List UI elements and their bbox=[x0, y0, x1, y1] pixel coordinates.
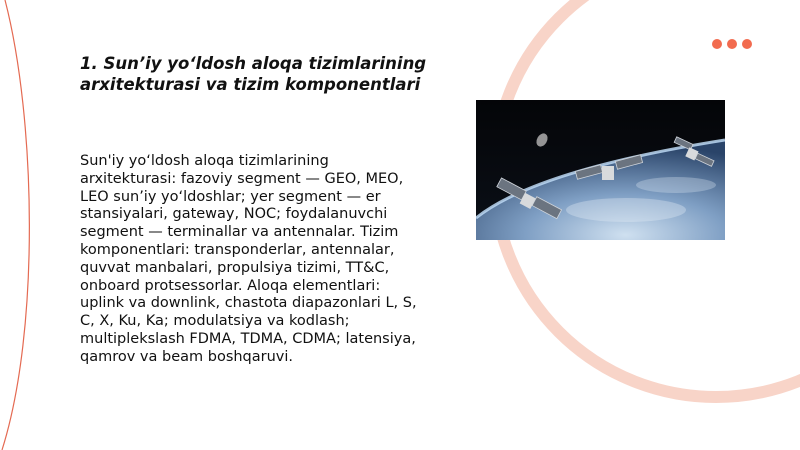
left-border-curve bbox=[2, 0, 29, 450]
dot bbox=[742, 39, 752, 49]
dot bbox=[712, 39, 722, 49]
satellites-over-earth-photo bbox=[476, 100, 725, 240]
slide-title: 1. Sun’iy yo‘ldosh aloqa tizimlarining arxitekturasi va tizim komponentlari bbox=[80, 54, 427, 94]
dot bbox=[727, 39, 737, 49]
more-dots-icon bbox=[712, 39, 752, 49]
slide-body-text: Sun'iy yo‘ldosh aloqa tizimlarining arxitekturasi: fazoviy segment — GEO, MEO, LEO sun’iy yo‘ldoshlar; yer segment — er stansiyalari, gateway, NOC; foydalanuvchi segment — terminallar va antennalar. Tizim komponentlari: transponderlar, antennalar, quvvat manbalari, propulsiya tizimi, TT&C, onboard protsessorlar. Aloqa elementlari: uplink va downlink, chastota diapazonlari L, S, C, X, Ku, Ka; modulatsiya va kodlash; multiplekslash FDMA, TDMA, CDMA; latensiya, qamrov va beam boshqaruvi. bbox=[80, 153, 417, 365]
